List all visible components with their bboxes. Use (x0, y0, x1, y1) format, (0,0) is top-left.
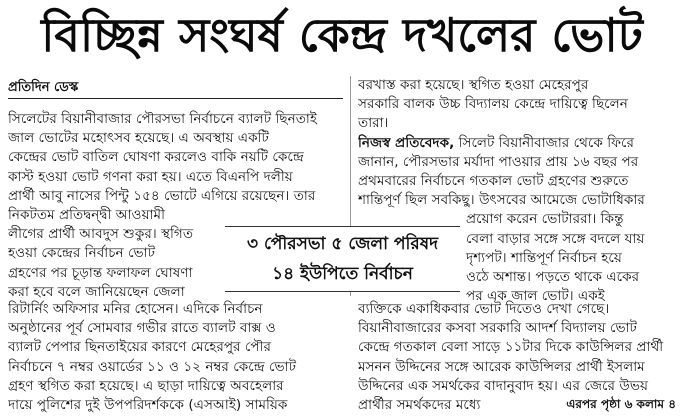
text-line: উদ্দিনের এক সমর্থকের বাদানুবাদ হয়। এর জেরে উভয় (358, 377, 648, 394)
text-line: তারা। (358, 115, 389, 132)
headline: বিচ্ছিন্ন সংঘর্ষ কেন্দ্র দখলের ভোট (41, 8, 643, 62)
text-line: পর এক জাল ভোট। একই (466, 288, 605, 301)
text-line: করা হবে বলে জানিয়েছেন জেলা (8, 283, 185, 300)
text-line: জাল ভোটের মহোৎসব হয়েছে। এ অবস্থায় একটি (8, 130, 269, 147)
text-line: রিটার্নিং অফিসার মনির হোসেন। এদিকে নির্বাচন (8, 301, 263, 317)
text-line: সিলেটের বিয়ানীবাজার পৌরসভা নির্বাচনে ব্যালট ছিনতাই (8, 111, 317, 127)
text-line: দায়ে পুলিশের দুই উপপরিদর্শককে (এসআই) সাময়িক (8, 397, 288, 414)
text-line: গ্রহণের পর চূড়ান্ত ফলাফল ঘোষণা (8, 264, 193, 281)
text-line: প্রার্থী আবু নাসের পিন্টু ১৫৪ ভোটে এগিয়ে রয়েছেন। তার (8, 187, 316, 204)
text-line: বেলা বাড়ার সঙ্গে সঙ্গে বদলে যায় (466, 230, 645, 247)
callout-line-2: ১৪ ইউপিতে নির্বাচন (272, 264, 413, 284)
text-line: লীগের প্রার্থী আবদুস শুকুর। স্থগিত (8, 226, 194, 243)
bottom-left-column (8, 300, 344, 416)
text-line: নিকটতম প্রতিদ্বন্দ্বী আওয়ামী (8, 207, 165, 224)
text-line: কাস্ট হওয়া ভোট গণনা করা হয়। এতে বিএনপি দলীয় (8, 168, 293, 185)
text-line: বিয়ানীবাজারের কসবা সরকারি আদর্শ বিদ্যালয় ভোট (358, 320, 637, 337)
text-line: কেন্দ্রের ভোট বাতিল ঘোষণা করলেও বাকি নয়টি কেন্দ্রে (8, 149, 304, 166)
text-line: দৃশ্যপট। শান্তিপূর্ণ নির্বাচন হয়ে (466, 249, 622, 266)
callout-line-1: ৩ পৌরসভা ৫ জেলা পরিষদ (247, 234, 438, 254)
continued-marker: এরপর পৃষ্ঠা ৬ কলাম ৪ (566, 397, 676, 411)
text-line: ওঠে অশান্ত। পড়তে থাকে একের (466, 269, 640, 286)
text-line: বরখাস্ত করা হয়েছে। স্থগিত হওয়া মেহেরপুর (358, 77, 589, 93)
text-line: ব্যক্তিকে একাধিকবার ভোট দিতেও দেখা গেছে। (358, 301, 610, 317)
text-line: হওয়া কেন্দ্রের নির্বাচন ভোট (8, 245, 155, 262)
byline-rule (8, 98, 343, 99)
text-line: শান্তিপূর্ণ ছিল সবকিছু। উৎসবের আমেজে ভোটাধিকার (358, 192, 645, 209)
text-line: ব্যালট পেপার ছিনতাইয়ের কারণে মেহেরপুর পৌর (8, 339, 271, 356)
text-line: কেন্দ্রে গতকাল বেলা সাড়ে ১১টার দিকে কাউন্সিলর প্রার্থী (358, 339, 664, 356)
text-line: গ্রহণ স্থগিত করা হয়েছে। এ ছাড়া দায়িত্বে অবহেলার (8, 377, 284, 394)
dateline: সিলেট বিয়ানীবাজার থেকে ফিরে (458, 134, 634, 151)
callout-box (225, 226, 460, 292)
bottom-right-last-line (358, 396, 538, 416)
text-line: প্রয়োগ করেন ভোটাররা। কিন্তু (466, 211, 624, 228)
text-line: অনুষ্ঠানের পূর্ব সোমবার গভীর রাতে ব্যালট বাক্স ও (8, 320, 276, 337)
text-line: নির্বাচনে ৭ নম্বর ওয়ার্ডের ১১ ও ১২ নম্বর কেন্দ্রে ভোট (8, 358, 297, 375)
byline: প্রতিদিন ডেস্ক (8, 80, 79, 95)
text-line: প্রথমবারের নির্বাচনে গতকাল ভোট গ্রহণের শুরুতে (358, 173, 629, 190)
reporter-credit: নিজস্ব প্রতিবেদক, (358, 134, 455, 151)
text-line: জানান, পৌরসভার মর্যাদা পাওয়ার প্রায় ১৬ বছর পর (358, 153, 639, 170)
text-line: মসনন উদ্দিনের সঙ্গে আরেক কাউন্সিলর প্রার্থী ইসলাম (358, 358, 645, 375)
text-line: সরকারি বালক উচ্চ বিদ্যালয় কেন্দ্রে দায়িত্বে ছিলেন (358, 96, 628, 113)
text-line: প্রার্থীর সমর্থকদের মধ্যে (358, 397, 481, 413)
bottom-right-column (358, 300, 678, 396)
text-line-with-credit (358, 134, 678, 153)
